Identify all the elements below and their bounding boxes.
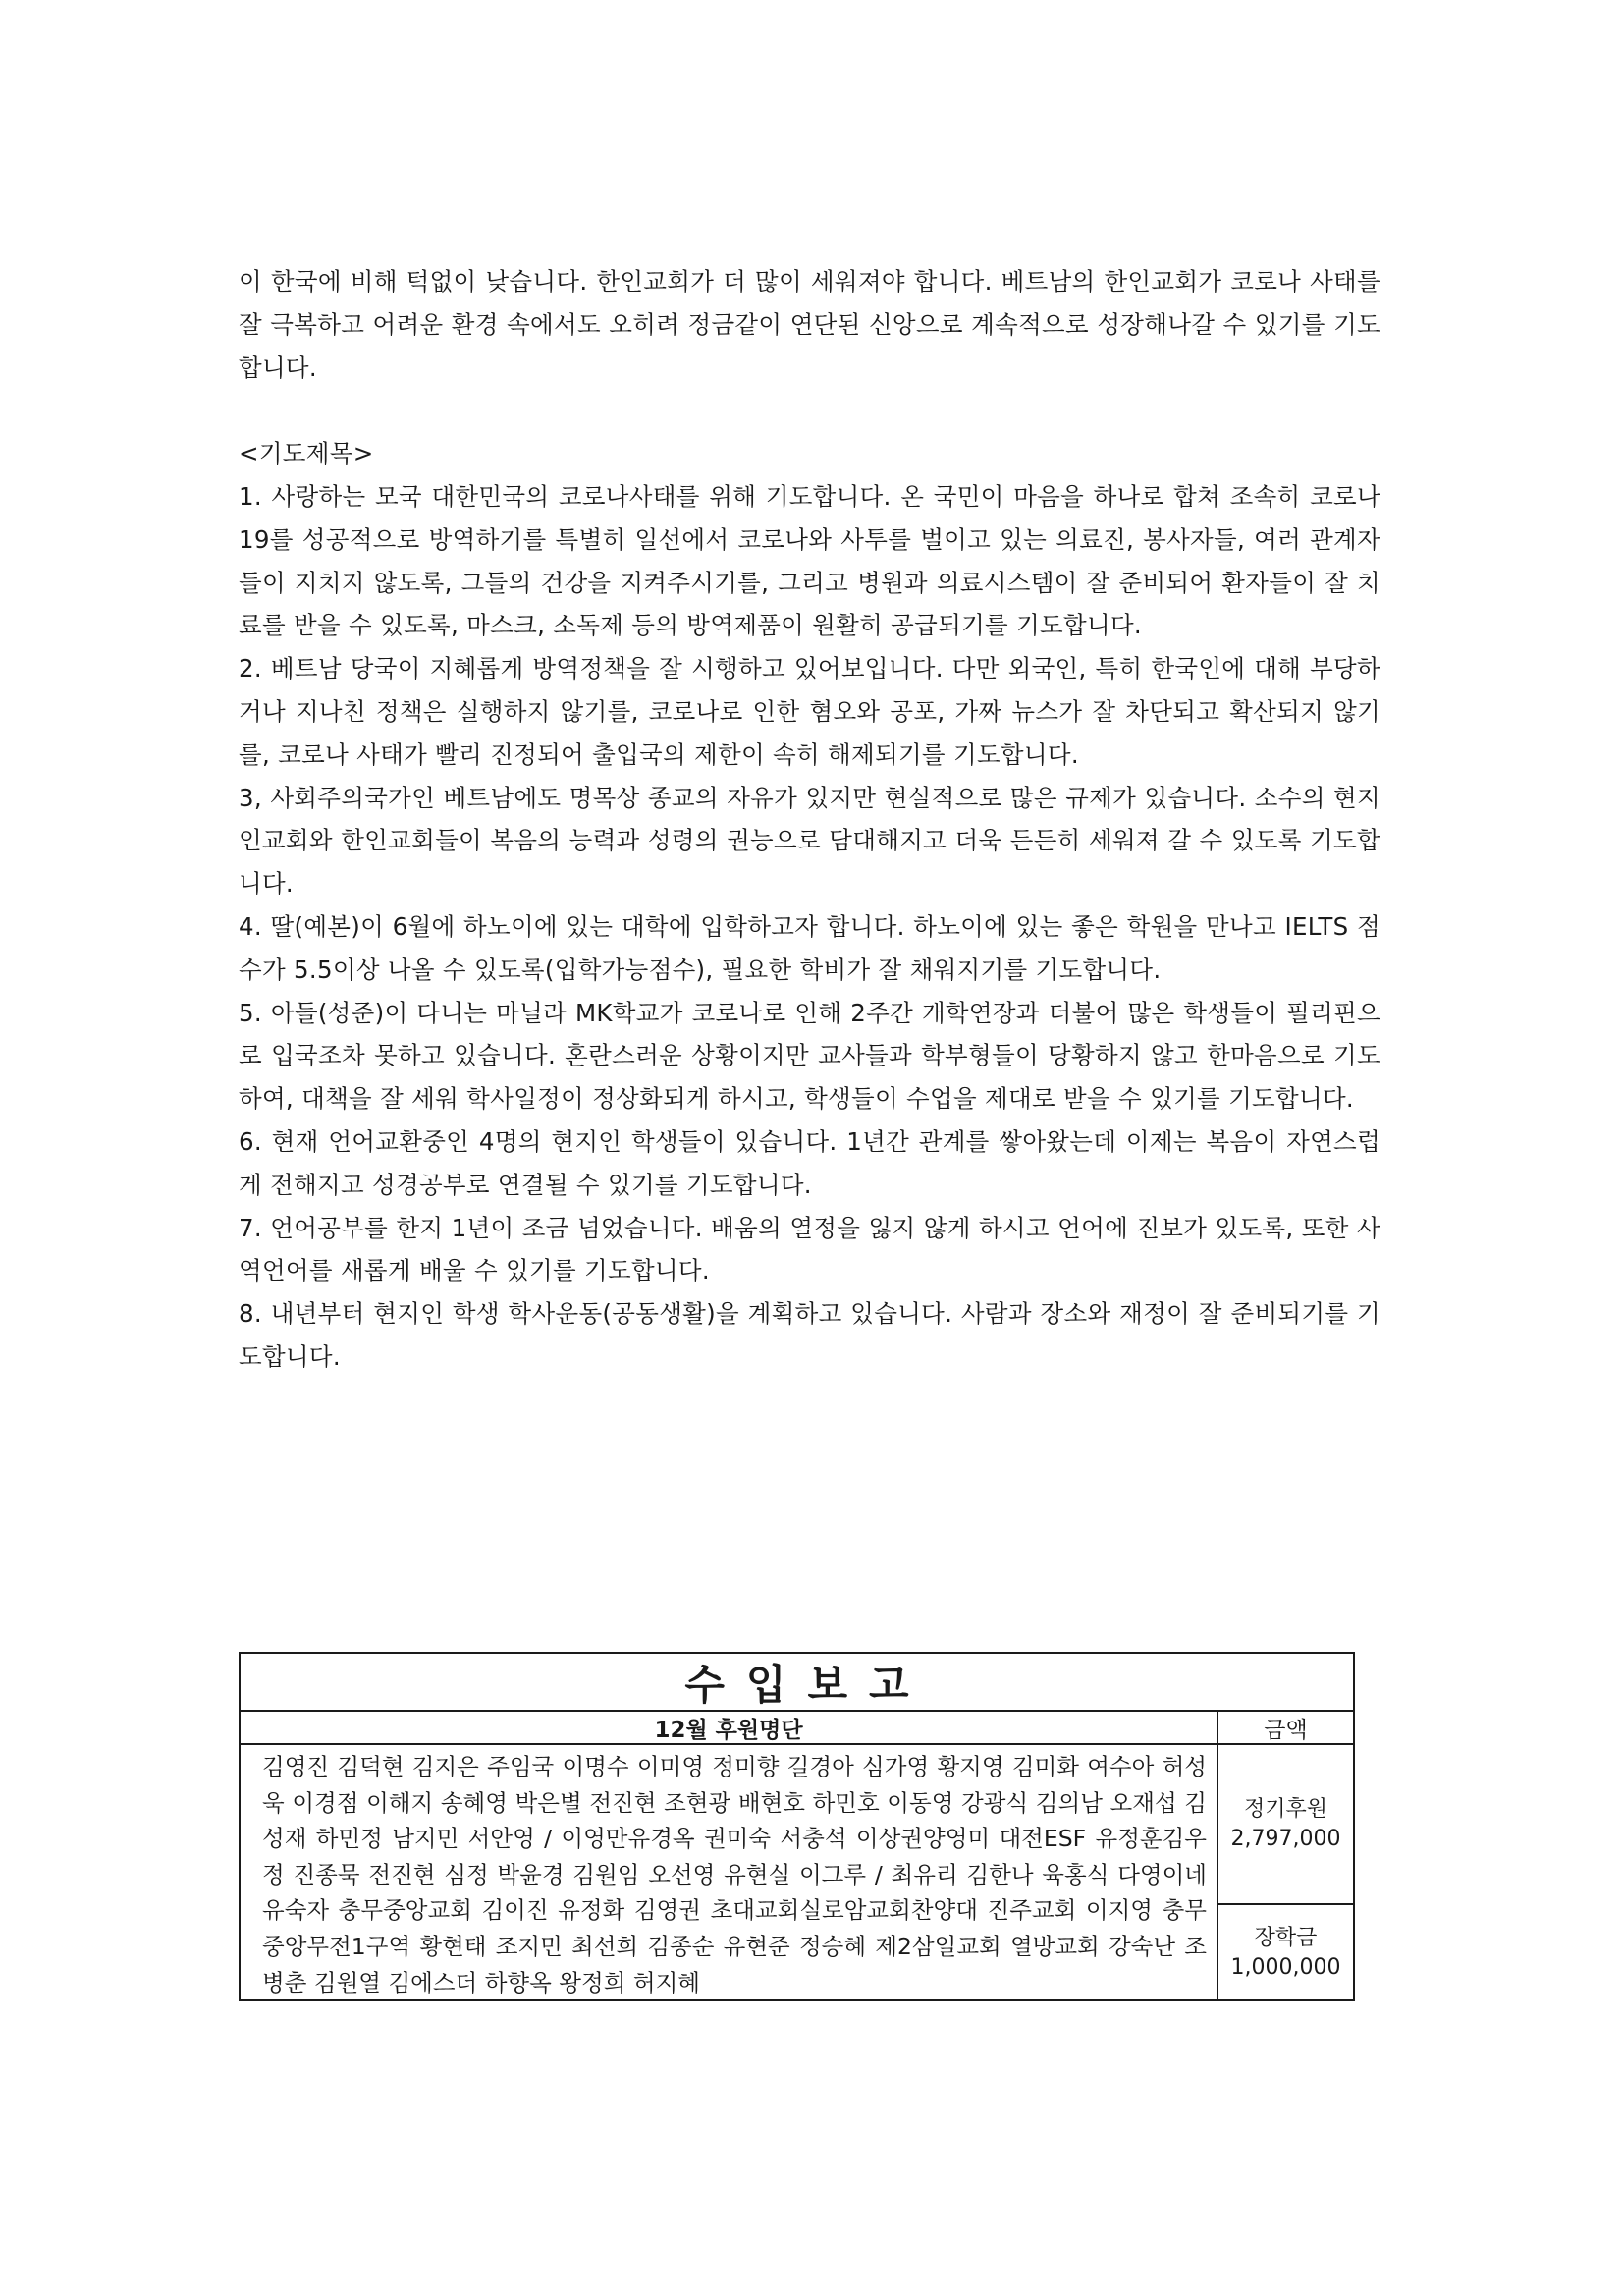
sponsors-header: 12월 후원명단 [241, 1712, 1218, 1743]
report-body-row [241, 1745, 1353, 2001]
paragraph-gap [239, 389, 1380, 432]
prayer-item-6: 6. 현재 언어교환중인 4명의 현지인 학생들이 있습니다. 1년간 관계를 쌓아왔는데 이제는 복음이 자연스럽게 전해지고 성경공부로 연결될 수 있기를 기도합니다. [239, 1126, 1380, 1199]
prayer-item-2: 2. 베트남 당국이 지혜롭게 방역정책을 잘 시행하고 있어보입니다. 다만 외국인, 특히 한국인에 대해 부당하거나 지나친 정책은 실행하지 않기를, 코로나로 인한 혐오와 공포, 가짜 뉴스가 잘 차단되고 확산되지 않기를, 코로나 사태가 빨리 진정되어 출입국의 제한이 속히 해제되기를 기도합니다. [239, 654, 1380, 769]
letter-body [239, 260, 1380, 1379]
prayer-heading: <기도제목> [239, 439, 374, 468]
amounts-column [1218, 1745, 1353, 2001]
prayer-item-8: 8. 내년부터 현지인 학생 학사운동(공동생활)을 계획하고 있습니다. 사람과 장소와 재정이 잘 준비되기를 기도합니다. [239, 1299, 1380, 1371]
prayer-item-3: 3, 사회주의국가인 베트남에도 명목상 종교의 자유가 있지만 현실적으로 많은 규제가 있습니다. 소수의 현지인교회와 한인교회들이 복음의 능력과 성령의 권능으로 담대해지고 더욱 든든히 세워져 갈 수 있도록 기도합니다. [239, 783, 1380, 899]
regular-support-label: 정기후원 [1243, 1796, 1327, 1822]
regular-support-cell [1218, 1745, 1353, 1905]
scholarship-label: 장학금 [1254, 1926, 1318, 1950]
sponsor-names: 김영진 김덕현 김지은 주임국 이명수 이미영 정미향 길경아 심가영 황지영 김미화 여수아 허성욱 이경점 이해지 송혜영 박은별 전진현 조현광 배현호 하민호 이동영 강광식 김의남 오재섭 김성재 하민정 남지민 서안영 / 이영만유경옥 권미숙 서충석 이상권양영미 대전ESF 유정훈김우정 진종묵 전진현 심정 박윤경 김원임 오선영 유현실 이그루 / 최유리 김한나 육홍식 다영이네 유숙자 충무중앙교회 김이진 유정화 김영권 초대교회실로암교회찬양대 진주교회 이지영 충무중앙무전1구역 황현태 조지민 최선희 김종순 유현준 정승혜 제2삼일교회 열방교회 강숙난 조병춘 김원열 김에스더 하향옥 왕정희 허지혜 [241, 1745, 1218, 2001]
regular-support-amount: 2,797,000 [1230, 1826, 1341, 1851]
prayer-item-7: 7. 언어공부를 한지 1년이 조금 넘었습니다. 배움의 열정을 잃지 않게 하시고 언어에 진보가 있도록, 또한 사역언어를 새롭게 배울 수 있기를 기도합니다. [239, 1213, 1380, 1285]
scholarship-cell [1218, 1905, 1353, 2001]
report-header-row [241, 1712, 1353, 1745]
intro-paragraph: 이 한국에 비해 턱없이 낮습니다. 한인교회가 더 많이 세워져야 합니다. 베트남의 한인교회가 코로나 사태를 잘 극복하고 어려운 환경 속에서도 오히려 정금같이 연단된 신앙으로 계속적으로 성장해나갈 수 있기를 기도합니다. [239, 267, 1380, 382]
report-title: 수입보고 [241, 1654, 1353, 1712]
income-report-table [239, 1652, 1355, 2001]
prayer-item-1: 1. 사랑하는 모국 대한민국의 코로나사태를 위해 기도합니다. 온 국민이 마음을 하나로 합쳐 조속히 코로나19를 성공적으로 방역하기를 특별히 일선에서 코로나와 사투를 벌이고 있는 의료진, 봉사자들, 여러 관계자들이 지치지 않도록, 그들의 건강을 지켜주시기를, 그리고 병원과 의료시스템이 잘 준비되어 환자들이 잘 치료를 받을 수 있도록, 마스크, 소독제 등의 방역제품이 원활히 공급되기를 기도합니다. [239, 481, 1380, 640]
prayer-item-5: 5. 아들(성준)이 다니는 마닐라 MK학교가 코로나로 인해 2주간 개학연장과 더불어 많은 학생들이 필리핀으로 입국조차 못하고 있습니다. 혼란스러운 상황이지만 교사들과 학부형들이 당황하지 않고 한마음으로 기도하여, 대책을 잘 세워 학사일정이 정상화되게 하시고, 학생들이 수업을 제대로 받을 수 있기를 기도합니다. [239, 998, 1380, 1114]
prayer-item-4: 4. 딸(예본)이 6월에 하노이에 있는 대학에 입학하고자 합니다. 하노이에 있는 좋은 학원을 만나고 IELTS 점수가 5.5이상 나올 수 있도록(입학가능점수), 필요한 학비가 잘 채워지기를 기도합니다. [239, 911, 1380, 984]
scholarship-amount: 1,000,000 [1230, 1955, 1341, 1980]
amount-header: 금액 [1264, 1717, 1308, 1743]
